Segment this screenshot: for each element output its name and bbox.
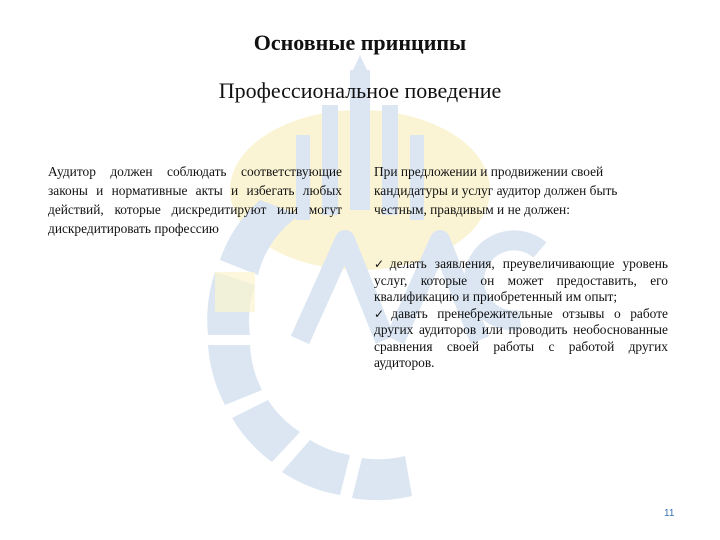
right-intro-paragraph: При предложении и продвижении своей кандидатуры и услуг аудитор должен быть честным, правдивым и не должен: (374, 164, 618, 217)
bullet-text: давать пренебрежительные отзывы о работе других аудиторов или проводить необоснованные сравнения своей работы с работой других аудиторов. (374, 305, 668, 370)
slide-title: Основные принципы (253, 30, 467, 55)
slide-subtitle: Профессиональное поведение (218, 78, 502, 103)
bullet-text: делать заявления, преувеличивающие уровень услуг, которые он может предоставить, его квалификацию и приобретенный им опыт; (374, 256, 669, 304)
left-paragraph: Аудитор должен соблюдать соответствующие законы и нормативные акты и избегать любых действий, которые дискредитируют или могут дискредитировать профессию (48, 164, 342, 236)
check-icon: ✓ (374, 306, 391, 321)
bullet-list (374, 256, 668, 372)
bullet-item (374, 256, 668, 306)
bullet-item (374, 306, 668, 372)
page-number: 11 (664, 508, 675, 519)
check-icon: ✓ (374, 257, 389, 271)
